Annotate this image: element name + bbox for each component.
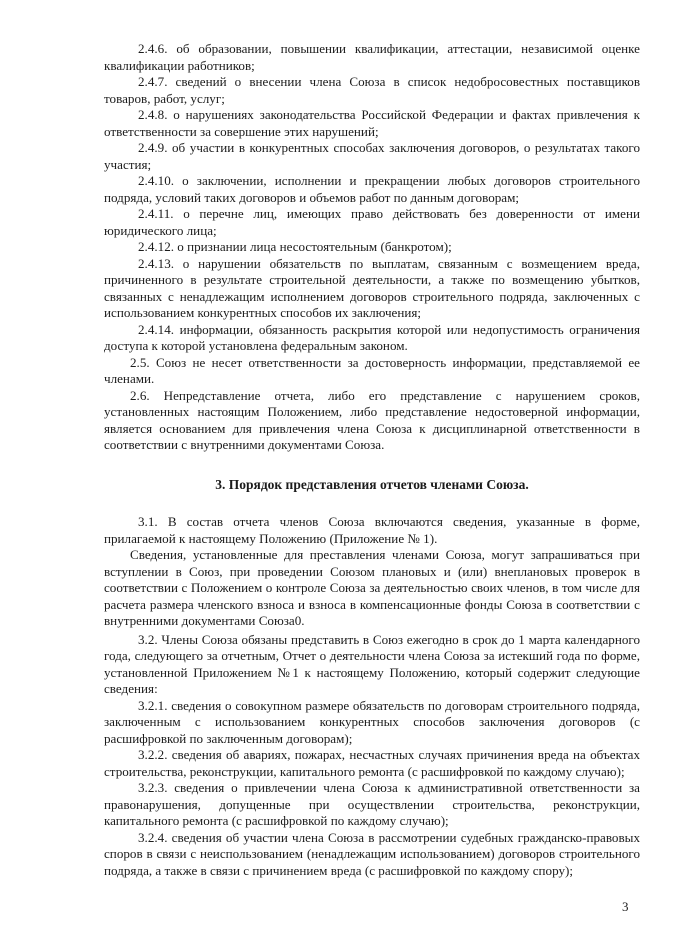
paragraph-2-4-6: 2.4.6. об образовании, повышении квалификации, аттестации, независимой оценке квалификации работников; bbox=[104, 41, 640, 73]
paragraph-2-4-9: 2.4.9. об участии в конкурентных способах заключения договоров, о результатах такого участия; bbox=[104, 140, 640, 172]
paragraph-2-4-10: 2.4.10. о заключении, исполнении и прекращении любых договоров строительного подряда, условий таких договоров и объемов работ по данным договорам; bbox=[104, 173, 640, 205]
paragraph-2-6: 2.6. Непредставление отчета, либо его представление с нарушением сроков, установленных настоящим Положением, либо представление недостоверной информации, является основанием для привлечения члена Союза к дисциплинарной ответственности в соответствии с внутренними документами Союза. bbox=[104, 387, 640, 452]
paragraph-2-4-14: 2.4.14. информации, обязанность раскрытия которой или недопустимость ограничения доступа к которой установлена федеральным законом. bbox=[104, 321, 640, 353]
paragraph-2-4-11: 2.4.11. о перечне лиц, имеющих право действовать без доверенности от имени юридического лица; bbox=[104, 206, 640, 238]
page-number: 3 bbox=[622, 899, 629, 914]
paragraph-3-2-2: 3.2.2. сведения об авариях, пожарах, несчастных случаях причинения вреда на объектах строительства, реконструкции, капитального ремонта (с расшифровкой по каждому случаю); bbox=[104, 747, 640, 779]
paragraph-3-2-1: 3.2.1. сведения о совокупном размере обязательств по договорам строительного подряда, заключенным с использованием конкурентных способов заключения договоров (с расшифровкой по заключенным договорам); bbox=[104, 697, 640, 746]
paragraph-2-4-7: 2.4.7. сведений о внесении члена Союза в список недобросовестных поставщиков товаров, работ, услуг; bbox=[104, 74, 640, 106]
paragraph-3-1: 3.1. В состав отчета членов Союза включаются сведения, указанные в форме, прилагаемой к настоящему Положению (Приложение № 1). bbox=[104, 514, 640, 546]
paragraph-2-4-8: 2.4.8. о нарушениях законодательства Российской Федерации и фактах привлечения к ответственности за совершение этих нарушений; bbox=[104, 107, 640, 139]
paragraph-3-2: 3.2. Члены Союза обязаны представить в Союз ежегодно в срок до 1 марта календарного года, следующего за отчетным, Отчет о деятельности члена Союза за истекший года по форме, установленной Приложением №1 к настоящему Положению, который содержит следующие сведения: bbox=[104, 631, 640, 696]
paragraph-2-4-13: 2.4.13. о нарушении обязательств по выплатам, связанным с возмещением вреда, причиненного в результате строительной деятельности, а также по возмещению убытков, связанных с ненадлежащим исполнением договоров строительного подряда, заключенных с использованием конкурентных способов их заключения; bbox=[104, 255, 640, 320]
paragraph-2-4-12: 2.4.12. о признании лица несостоятельным (банкротом); bbox=[138, 239, 452, 254]
paragraph-svedeniya: Сведения, установленные для преставления членами Союза, могут запрашиваться при вступлении в Союз, при проведении Союзом плановых и (или) внеплановых проверок в соответствии с Положением о контроле Союза за деятельностью своих членов, в том числе для расчета размера членского взноса и взноса в компенсационные фонды Союза в соответствии с внутренними документами Союза0. bbox=[104, 547, 640, 628]
paragraph-3-2-4: 3.2.4. сведения об участии члена Союза в рассмотрении судебных гражданско-правовых споров в связи с неиспользованием (ненадлежащим использованием) договоров строительного подряда, а также в связи с причинением вреда (с расшифровкой по каждому спору); bbox=[104, 829, 640, 878]
paragraph-3-2-3: 3.2.3. сведения о привлечении члена Союза к административной ответственности за правонарушения, допущенные при осуществлении строительства, реконструкции, капитального ремонта (с расшифровкой по каждому случаю); bbox=[104, 780, 640, 828]
section-heading: 3. Порядок представления отчетов членами Союза. bbox=[215, 476, 529, 492]
paragraph-2-5: 2.5. Союз не несет ответственности за достоверность информации, представляемой ее членами. bbox=[104, 354, 640, 386]
document-body bbox=[104, 41, 640, 879]
